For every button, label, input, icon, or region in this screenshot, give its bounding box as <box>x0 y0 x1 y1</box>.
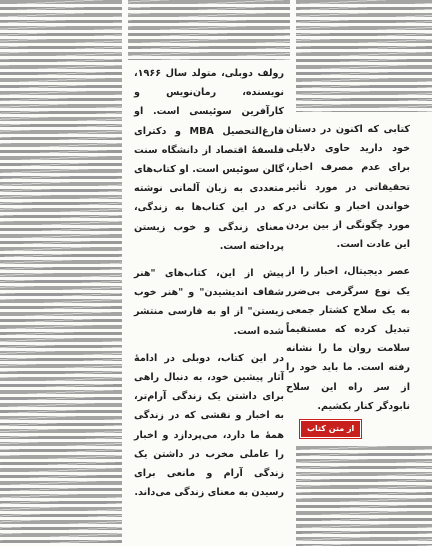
from-the-book-tag: از متن کتاب <box>300 420 361 438</box>
book-summary-paragraph: در این کتاب، دوبلی در ادامهٔ آثار پیشین خود، به دنبال راهی برای داشتن یک زندگی آرام‌تر، به اخبار و نقشی که در زندگی همهٔ ما دارد، می‌پردازد و اخبار را عاملی مخرب در داشتن یک زندگی آرام و مانعی برای رسیدن به معنای زندگی می‌داند. <box>134 352 284 499</box>
author-bio-paragraph: رولف دوبلی، متولد سال ۱۹۶۶، نویسنده، رمان‌نویس و کارآفرین سوئیسی است. او فارغ‌التحصیل MBA و دکترای فلسفهٔ اقتصاد از دانشگاه سنت گالن سوئیس است. او کتاب‌های متعددی به زبان آلمانی نوشته که در این کتاب‌ها به زندگی، معنای زندگی و خوب زیستن پرداخته است. <box>134 68 284 252</box>
author-bio-column <box>134 64 284 510</box>
previous-books-paragraph: پیش از این، کتاب‌های "هنر شفاف اندیشیدن" و "هنر خوب زیستن" از او به فارسی منتشر شده است. <box>134 268 284 337</box>
right-bottom-scribble-band <box>296 446 432 546</box>
left-scribble-band <box>0 0 122 546</box>
excerpt-paragraph-intro: کتابی که اکنون در دستان خود دارید حاوی دلایلی برای عدم مصرف اخبار، تحقیقاتی در مورد تأثیر خواندن اخبار و نکاتی در مورد چگونگی از بین بردن این عادت است. <box>286 124 410 251</box>
excerpt-column <box>286 120 410 424</box>
middle-top-scribble-band <box>128 0 290 60</box>
excerpt-paragraph-digital-age: عصر دیجیتال، اخبار را از یک نوع سرگرمی بی‌ضرر به یک سلاح کشتار جمعی تبدیل کرده که مستقیماً سلامت روان ما را نشانه رفته است. ما باید خود را از سر راه این سلاح نابودگر کنار بکشیم. <box>286 266 410 412</box>
right-top-scribble-band <box>296 0 432 112</box>
